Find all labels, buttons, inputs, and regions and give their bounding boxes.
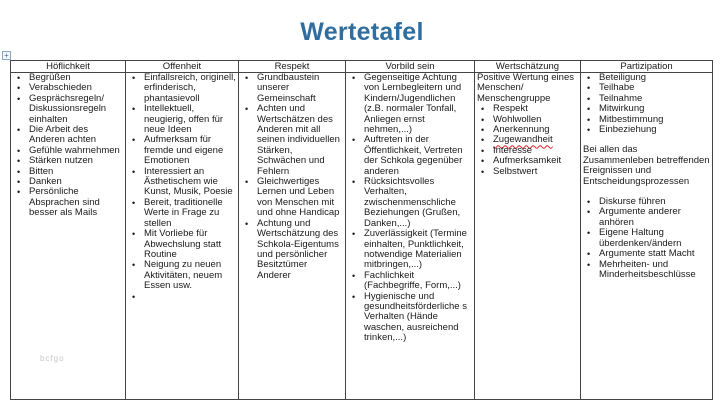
cell-hoeflichkeit[interactable] bbox=[11, 73, 126, 400]
list-item: • Neigung zu neuen Aktivitäten, neuem Essen usw. bbox=[144, 260, 236, 291]
list-item: • Teilnahme bbox=[599, 94, 710, 104]
partizipation-paragraph: Bei allen das Zusammenleben betreffenden Ereignissen und Entscheidungsprozessen bbox=[583, 144, 710, 187]
list-item: • Interesse bbox=[493, 146, 578, 156]
header-vorbild-sein[interactable]: Vorbild sein bbox=[346, 61, 475, 73]
cell-wertschaetzung[interactable] bbox=[475, 73, 581, 400]
table-move-handle-icon[interactable]: + bbox=[2, 51, 11, 60]
list-item: • Mitwirkung bbox=[599, 104, 710, 114]
cell-respekt[interactable] bbox=[239, 73, 346, 400]
list-item: • Persönliche Absprachen sind besser als Mails bbox=[29, 187, 123, 218]
header-offenheit[interactable]: Offenheit bbox=[126, 61, 239, 73]
list-item: • Rücksichtsvolles Verhalten, zwischenmenschliche Beziehungen (Grußen, Danken,...) bbox=[364, 177, 472, 229]
list-item: • Mehrheiten- und Minderheitsbeschlüsse bbox=[599, 260, 710, 281]
list-item: • Auftreten in der Öffentlichkeit, Vertreten der Schkola gegenüber anderen bbox=[364, 135, 472, 177]
list-item: • Achten und Wertschätzen des Anderen mit all seinen individuellen Stärken, Schwächen und Fehlern bbox=[257, 104, 343, 177]
list-item: • Einfallsreich, originell, erfinderisch, phantasievoll bbox=[144, 73, 236, 104]
list-item: • Begrüßen bbox=[29, 73, 123, 83]
values-table bbox=[10, 60, 713, 400]
list-item: • Aufmerksamkeit bbox=[493, 156, 578, 166]
list-item: • Zugewandheit bbox=[493, 135, 578, 145]
list-item: • Fachlichkeit (Fachbegriffe, Form,...) bbox=[364, 271, 472, 292]
list-item: • Anerkennung bbox=[493, 125, 578, 135]
list-item: • Intellektuell, neugierig, offen für neue Ideen bbox=[144, 104, 236, 135]
cell-partizipation[interactable] bbox=[581, 73, 713, 400]
header-hoeflichkeit[interactable]: Höflichkeit bbox=[11, 61, 126, 73]
list-item: • Teilhabe bbox=[599, 83, 710, 93]
list-item: • Argumente statt Macht bbox=[599, 249, 710, 259]
list-item: • Grundbaustein unserer Gemeinschaft bbox=[257, 73, 343, 104]
header-partizipation[interactable]: Partizipation bbox=[581, 61, 713, 73]
list-item: • Gesprächsregeln/ Diskussionsregeln einhalten bbox=[29, 94, 123, 125]
cell-offenheit[interactable] bbox=[126, 73, 239, 400]
list-item: • Mitbestimmung bbox=[599, 115, 710, 125]
list-item: • Einbeziehung bbox=[599, 125, 710, 135]
list-item: • Argumente anderer anhören bbox=[599, 207, 710, 228]
list-item: • Danken bbox=[29, 177, 123, 187]
list-item: • Die Arbeit des Anderen achten bbox=[29, 125, 123, 146]
list-item: • Aufmerksam für fremde und eigene Emotionen bbox=[144, 135, 236, 166]
list-item: • Respekt bbox=[493, 104, 578, 114]
watermark: bcfgo bbox=[40, 354, 65, 363]
header-row bbox=[11, 61, 713, 73]
list-item: • Gleichwertiges Lernen und Leben von Menschen mit und ohne Handicap bbox=[257, 177, 343, 219]
wertschaetzung-intro: Positive Wertung eines Menschen/ Menschengruppe bbox=[477, 72, 574, 104]
list-item: • Zuverlässigkeit (Termine einhalten, Punktlichkeit, notwendige Materialien mitbringen,...) bbox=[364, 229, 472, 271]
list-item: • Gefühle wahrnehmen bbox=[29, 146, 123, 156]
list-item: • Gegenseitige Achtung von Lernbegleitern und Kindern/Jugendlichen (z.B. normaler Tonfall, Anliegen ernst nehmen,...) bbox=[364, 73, 472, 135]
list-item: • Verabschieden bbox=[29, 83, 123, 93]
list-item: • Hygienische und gesundheitsförderliche s Verhalten (Hände waschen, ausreichend trinken,...) bbox=[364, 292, 472, 344]
header-wertschaetzung[interactable]: Wertschätzung bbox=[475, 61, 581, 73]
list-item: • Eigene Haltung überdenken/ändern bbox=[599, 228, 710, 249]
list-item: • Interessiert an Ästhetischem wie Kunst, Musik, Poesie bbox=[144, 167, 236, 198]
list-item: • Bereit, traditionelle Werte in Frage zu stellen bbox=[144, 198, 236, 229]
list-item: • Mit Vorliebe für Abwechslung statt Routine bbox=[144, 229, 236, 260]
list-item: • Bitten bbox=[29, 167, 123, 177]
list-item: • Beteiligung bbox=[599, 73, 710, 83]
cell-vorbild-sein[interactable] bbox=[346, 73, 475, 400]
list-item: • Achtung und Wertschätzung des Schkola-Eigentums und persönlicher Besitztümer Anderer bbox=[257, 219, 343, 281]
content-row bbox=[11, 73, 713, 400]
list-item: • Diskurse führen bbox=[599, 197, 710, 207]
page-title: Wertetafel bbox=[300, 18, 424, 46]
header-respekt[interactable]: Respekt bbox=[239, 61, 346, 73]
list-item: • Stärken nutzen bbox=[29, 156, 123, 166]
list-item: • Selbstwert bbox=[493, 167, 578, 177]
list-item: • Wohlwollen bbox=[493, 115, 578, 125]
